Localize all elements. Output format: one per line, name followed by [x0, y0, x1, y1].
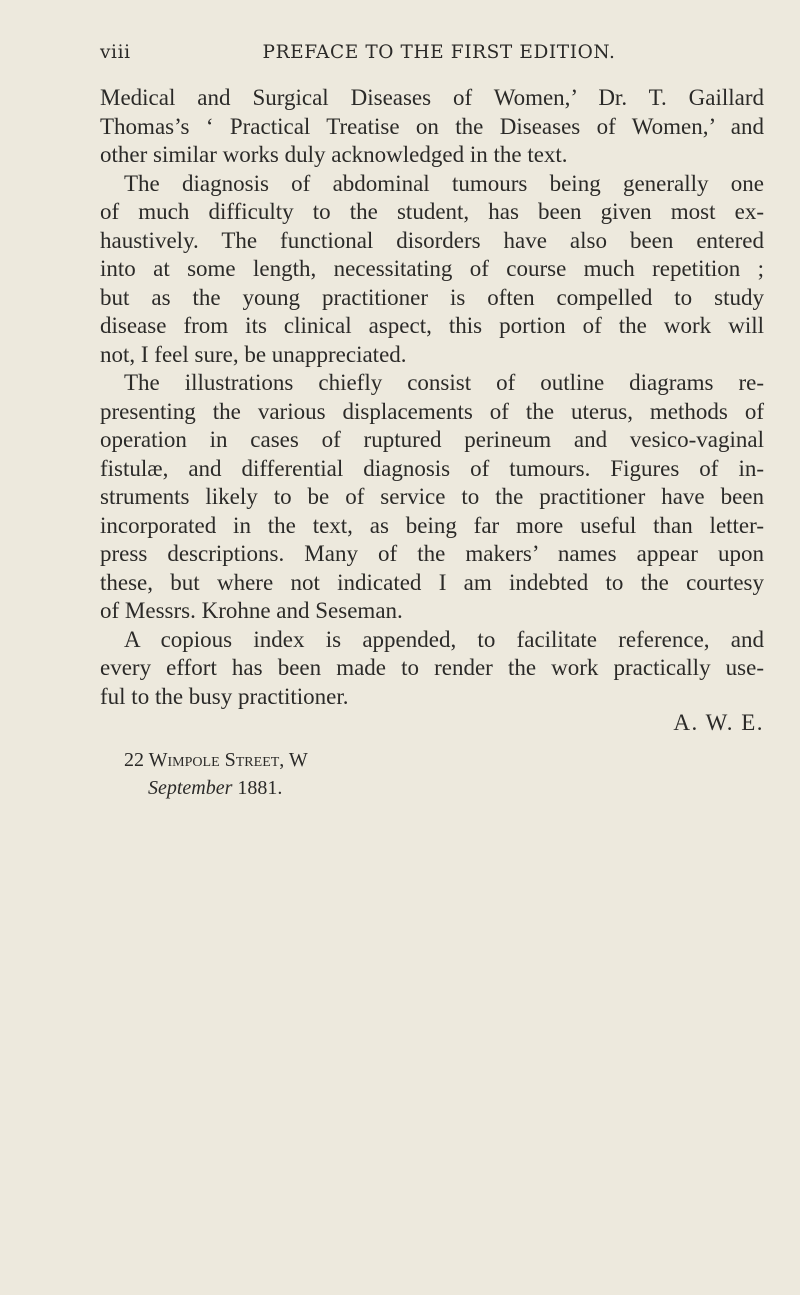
- date-year: 1881.: [232, 777, 283, 799]
- text-line: The illustrations chiefly consist of outline diagrams re-: [124, 370, 764, 395]
- text-line: Thomas’s ‘ Practical Treatise on the Diseases of Women,’ and: [100, 113, 764, 139]
- text-line: ful to the busy practitioner.: [100, 683, 349, 709]
- text-line: Medical and Surgical Diseases of Women,’ Dr. T. Gaillard: [100, 85, 764, 110]
- date-month: September: [148, 777, 233, 799]
- text-line: The diagnosis of abdominal tumours being generally one: [124, 170, 764, 196]
- page-number: viii: [100, 42, 131, 63]
- text-line: but as the young practitioner is often compelled to study: [100, 284, 764, 310]
- text-line: every effort has been made to render the work practically use-: [100, 655, 764, 680]
- preface-body: [100, 84, 764, 711]
- text-line: into at some length, necessitating of course much repetition ;: [100, 256, 764, 281]
- text-line: presenting the various displacements of the uterus, methods of: [100, 398, 764, 424]
- text-line: fistulæ, and differential diagnosis of tumours. Figures of in-: [100, 455, 764, 481]
- text-line: not, I feel sure, be unappreciated.: [100, 341, 407, 367]
- text-line: press descriptions. Many of the makers’ names appear upon: [100, 541, 764, 566]
- address-block: [124, 746, 524, 802]
- text-line: incorporated in the text, as being far more useful than letter-: [100, 512, 764, 538]
- author-initials: A. W. E.: [673, 710, 764, 735]
- running-title: PREFACE TO THE FIRST EDITION.: [262, 42, 616, 63]
- text-line: of much difficulty to the student, has been given most ex-: [100, 199, 764, 224]
- text-line: of Messrs. Krohne and Seseman.: [100, 598, 403, 623]
- text-line: other similar works duly acknowledged in the text.: [100, 142, 568, 167]
- text-line: these, but where not indicated I am indebted to the courtesy: [100, 569, 764, 595]
- text-line: disease from its clinical aspect, this portion of the work will: [100, 313, 764, 338]
- text-line: haustively. The functional disorders have also been entered: [100, 227, 764, 253]
- street-address: 22 Wimpole Street, W: [124, 749, 308, 771]
- date-line: [124, 774, 524, 802]
- text-line: A copious index is appended, to facilitate reference, and: [124, 626, 764, 652]
- text-line: struments likely to be of service to the practitioner have been: [100, 484, 764, 509]
- text-line: operation in cases of ruptured perineum and vesico-vaginal: [100, 427, 764, 452]
- running-head: [100, 36, 712, 70]
